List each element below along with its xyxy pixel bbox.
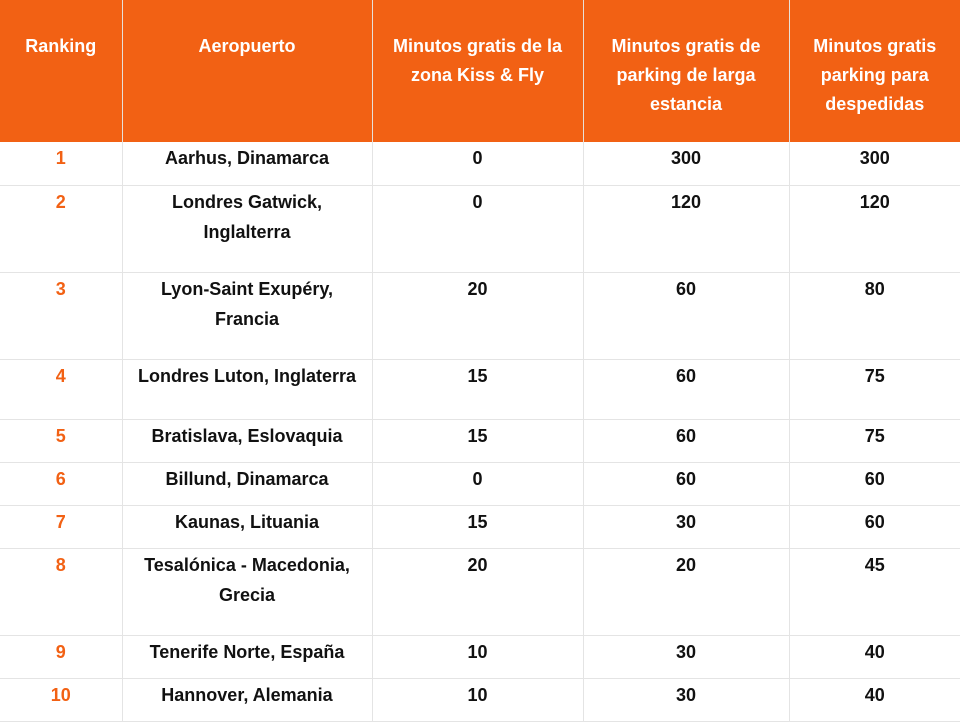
table-row <box>0 185 960 272</box>
kiss-fly-cell: 15 <box>372 419 583 462</box>
airport-cell: Hannover, Alemania <box>122 678 372 721</box>
airport-cell: Kaunas, Lituania <box>122 505 372 548</box>
kiss-fly-cell: 10 <box>372 635 583 678</box>
farewell-cell: 300 <box>789 142 960 185</box>
header-airport: Aeropuerto <box>122 0 372 142</box>
airport-cell: Tenerife Norte, España <box>122 635 372 678</box>
airport-cell: Billund, Dinamarca <box>122 462 372 505</box>
table-row <box>0 462 960 505</box>
rank-cell: 6 <box>0 462 122 505</box>
table-row <box>0 359 960 419</box>
long-stay-cell: 300 <box>583 142 789 185</box>
kiss-fly-cell: 20 <box>372 272 583 359</box>
rank-cell: 4 <box>0 359 122 419</box>
rank-cell: 1 <box>0 142 122 185</box>
farewell-cell: 60 <box>789 462 960 505</box>
farewell-cell: 40 <box>789 635 960 678</box>
airport-cell: Tesalónica - Macedonia, Grecia <box>122 548 372 635</box>
header-long-stay: Minutos gratis de parking de larga estancia <box>583 0 789 142</box>
long-stay-cell: 60 <box>583 272 789 359</box>
long-stay-cell: 60 <box>583 419 789 462</box>
table-header <box>0 0 960 142</box>
farewell-cell: 75 <box>789 359 960 419</box>
rank-cell: 8 <box>0 548 122 635</box>
rank-cell: 7 <box>0 505 122 548</box>
header-ranking: Ranking <box>0 0 122 142</box>
table-body <box>0 142 960 721</box>
table-row <box>0 419 960 462</box>
farewell-cell: 75 <box>789 419 960 462</box>
kiss-fly-cell: 20 <box>372 548 583 635</box>
kiss-fly-cell: 15 <box>372 505 583 548</box>
airport-cell: Lyon-Saint Exupéry, Francia <box>122 272 372 359</box>
header-farewell: Minutos gratis parking para despedidas <box>789 0 960 142</box>
farewell-cell: 45 <box>789 548 960 635</box>
farewell-cell: 120 <box>789 185 960 272</box>
long-stay-cell: 30 <box>583 505 789 548</box>
table-row <box>0 548 960 635</box>
kiss-fly-cell: 15 <box>372 359 583 419</box>
farewell-cell: 40 <box>789 678 960 721</box>
long-stay-cell: 30 <box>583 635 789 678</box>
table-row <box>0 142 960 185</box>
rank-cell: 10 <box>0 678 122 721</box>
airport-cell: Londres Gatwick, Inglalterra <box>122 185 372 272</box>
kiss-fly-cell: 0 <box>372 462 583 505</box>
airport-cell: Bratislava, Eslovaquia <box>122 419 372 462</box>
farewell-cell: 80 <box>789 272 960 359</box>
header-kiss-fly: Minutos gratis de la zona Kiss & Fly <box>372 0 583 142</box>
header-row <box>0 0 960 142</box>
rank-cell: 9 <box>0 635 122 678</box>
kiss-fly-cell: 10 <box>372 678 583 721</box>
table-row <box>0 635 960 678</box>
table-row <box>0 272 960 359</box>
long-stay-cell: 120 <box>583 185 789 272</box>
long-stay-cell: 30 <box>583 678 789 721</box>
long-stay-cell: 20 <box>583 548 789 635</box>
long-stay-cell: 60 <box>583 462 789 505</box>
table-row <box>0 505 960 548</box>
table-row <box>0 678 960 721</box>
rank-cell: 3 <box>0 272 122 359</box>
kiss-fly-cell: 0 <box>372 142 583 185</box>
long-stay-cell: 60 <box>583 359 789 419</box>
airport-cell: Aarhus, Dinamarca <box>122 142 372 185</box>
airport-cell: Londres Luton, Inglaterra <box>122 359 372 419</box>
kiss-fly-cell: 0 <box>372 185 583 272</box>
rank-cell: 2 <box>0 185 122 272</box>
farewell-cell: 60 <box>789 505 960 548</box>
rank-cell: 5 <box>0 419 122 462</box>
